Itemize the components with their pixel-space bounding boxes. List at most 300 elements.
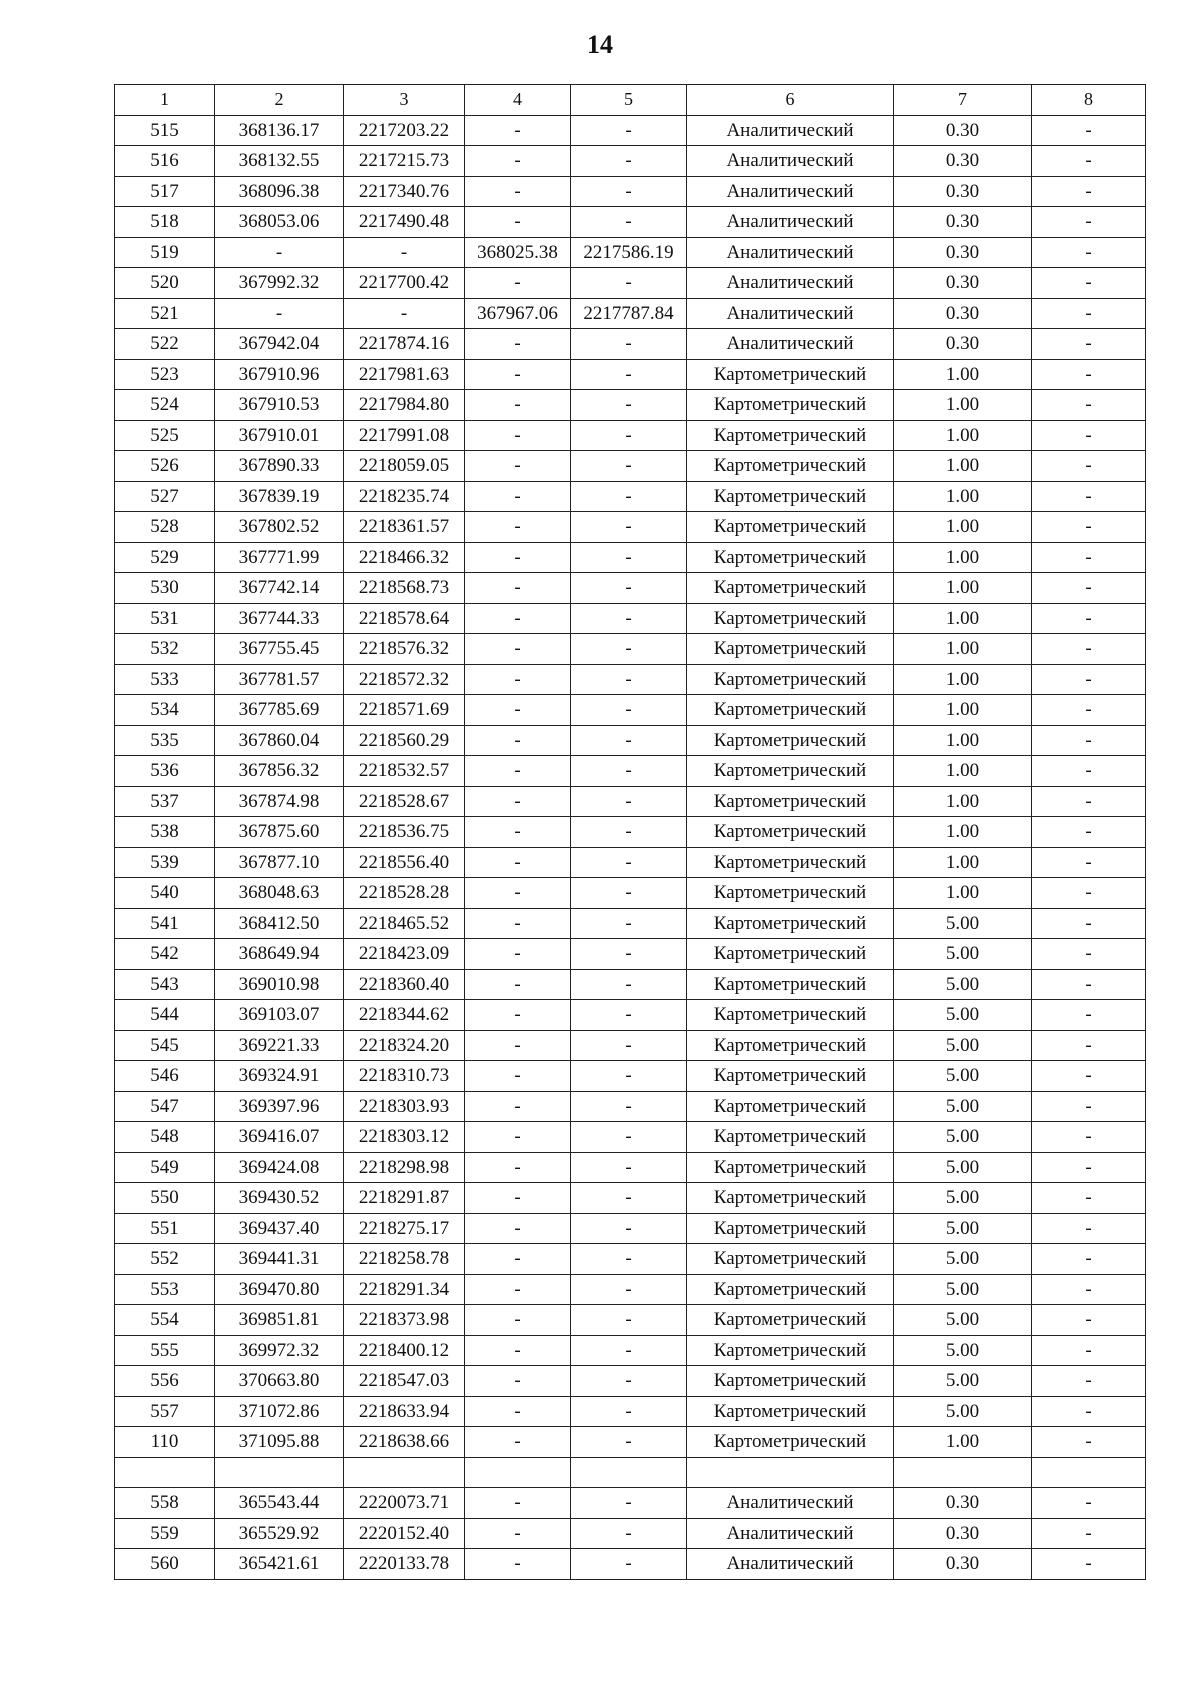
x-coordinate-alt-cell: - [465,573,571,604]
accuracy-cell: 5.00 [894,1152,1032,1183]
x-coordinate-cell: 367785.69 [215,695,344,726]
y-coordinate-cell: 2218373.98 [344,1305,465,1336]
y-coordinate-cell: 2218633.94 [344,1396,465,1427]
method-cell: Картометрический [687,1122,894,1153]
table-row [115,1000,1146,1031]
table-row [115,1152,1146,1183]
accuracy-cell: 0.30 [894,1549,1032,1580]
description-cell: - [1032,390,1146,421]
table-row [115,1549,1146,1580]
table-row [115,573,1146,604]
accuracy-cell: 5.00 [894,1274,1032,1305]
x-coordinate-alt-cell: 367967.06 [465,298,571,329]
y-coordinate-alt-cell: - [571,1488,687,1519]
description-cell: - [1032,115,1146,146]
x-coordinate-alt-cell [465,1457,571,1488]
point-number-cell: 546 [115,1061,215,1092]
y-coordinate-alt-cell: - [571,1122,687,1153]
description-cell: - [1032,1335,1146,1366]
accuracy-cell: 5.00 [894,908,1032,939]
y-coordinate-alt-cell: - [571,573,687,604]
method-cell: Аналитический [687,298,894,329]
x-coordinate-cell: 369470.80 [215,1274,344,1305]
table-row [115,634,1146,665]
x-coordinate-cell: 368649.94 [215,939,344,970]
point-number-cell: 528 [115,512,215,543]
x-coordinate-cell: 367755.45 [215,634,344,665]
table-row [115,1518,1146,1549]
point-number-cell [115,1457,215,1488]
point-number-cell: 530 [115,573,215,604]
description-cell: - [1032,725,1146,756]
table-row [115,1427,1146,1458]
method-cell: Картометрический [687,420,894,451]
point-number-cell: 557 [115,1396,215,1427]
x-coordinate-cell: 367890.33 [215,451,344,482]
y-coordinate-cell: 2218258.78 [344,1244,465,1275]
table-row [115,969,1146,1000]
x-coordinate-alt-cell: - [465,1091,571,1122]
y-coordinate-alt-cell: - [571,329,687,360]
y-coordinate-cell: 2217215.73 [344,146,465,177]
table-row [115,1274,1146,1305]
table-body [115,115,1146,1579]
method-cell: Картометрический [687,1305,894,1336]
x-coordinate-alt-cell: - [465,878,571,909]
accuracy-cell: 1.00 [894,1427,1032,1458]
table-row [115,542,1146,573]
point-number-cell: 523 [115,359,215,390]
accuracy-cell: 1.00 [894,603,1032,634]
x-coordinate-cell: 371072.86 [215,1396,344,1427]
accuracy-cell: 5.00 [894,1061,1032,1092]
table-row [115,664,1146,695]
y-coordinate-alt-cell: - [571,1061,687,1092]
accuracy-cell: 5.00 [894,1122,1032,1153]
description-cell: - [1032,1152,1146,1183]
x-coordinate-cell: 365543.44 [215,1488,344,1519]
x-coordinate-cell: 369221.33 [215,1030,344,1061]
method-cell: Картометрический [687,542,894,573]
method-cell: Картометрический [687,1030,894,1061]
y-coordinate-alt-cell: - [571,1091,687,1122]
accuracy-cell: 5.00 [894,1244,1032,1275]
y-coordinate-alt-cell: - [571,1152,687,1183]
x-coordinate-alt-cell: - [465,1518,571,1549]
accuracy-cell: 1.00 [894,359,1032,390]
y-coordinate-cell: 2218547.03 [344,1366,465,1397]
y-coordinate-cell: 2218298.98 [344,1152,465,1183]
table-row [115,176,1146,207]
table-row [115,1305,1146,1336]
y-coordinate-cell: 2217991.08 [344,420,465,451]
y-coordinate-alt-cell: - [571,756,687,787]
x-coordinate-alt-cell: - [465,542,571,573]
point-number-cell: 559 [115,1518,215,1549]
method-cell: Картометрический [687,878,894,909]
point-number-cell: 535 [115,725,215,756]
page-number: 14 [587,30,613,59]
table-row [115,1396,1146,1427]
y-coordinate-cell: 2220152.40 [344,1518,465,1549]
x-coordinate-cell: 367742.14 [215,573,344,604]
y-coordinate-cell: 2218465.52 [344,908,465,939]
y-coordinate-cell: 2218235.74 [344,481,465,512]
point-number-cell: 558 [115,1488,215,1519]
x-coordinate-alt-cell: - [465,1427,571,1458]
description-cell: - [1032,817,1146,848]
description-cell: - [1032,1000,1146,1031]
point-number-cell: 541 [115,908,215,939]
accuracy-cell: 5.00 [894,1091,1032,1122]
y-coordinate-cell: 2218291.34 [344,1274,465,1305]
description-cell: - [1032,1366,1146,1397]
method-cell: Картометрический [687,390,894,421]
x-coordinate-alt-cell: - [465,1396,571,1427]
table-row [115,847,1146,878]
x-coordinate-cell: 369416.07 [215,1122,344,1153]
method-cell: Аналитический [687,115,894,146]
x-coordinate-alt-cell: - [465,1335,571,1366]
method-cell: Картометрический [687,1244,894,1275]
table-row [115,1091,1146,1122]
accuracy-cell: 1.00 [894,725,1032,756]
description-cell: - [1032,695,1146,726]
x-coordinate-alt-cell: - [465,817,571,848]
accuracy-cell: 1.00 [894,542,1032,573]
column-header-5: 5 [571,85,687,116]
table-row [115,817,1146,848]
accuracy-cell: 0.30 [894,268,1032,299]
y-coordinate-alt-cell: 2217586.19 [571,237,687,268]
method-cell: Картометрический [687,573,894,604]
x-coordinate-cell: 368096.38 [215,176,344,207]
method-cell: Картометрический [687,1061,894,1092]
y-coordinate-alt-cell: - [571,1244,687,1275]
x-coordinate-cell: 368053.06 [215,207,344,238]
method-cell: Аналитический [687,176,894,207]
y-coordinate-cell: 2218528.67 [344,786,465,817]
x-coordinate-cell: 368132.55 [215,146,344,177]
x-coordinate-alt-cell: - [465,1366,571,1397]
y-coordinate-cell: 2218360.40 [344,969,465,1000]
method-cell: Картометрический [687,1366,894,1397]
x-coordinate-cell: 367802.52 [215,512,344,543]
y-coordinate-cell: 2218275.17 [344,1213,465,1244]
x-coordinate-alt-cell: - [465,939,571,970]
point-number-cell: 553 [115,1274,215,1305]
method-cell: Картометрический [687,1396,894,1427]
y-coordinate-cell: 2218572.32 [344,664,465,695]
description-cell: - [1032,1183,1146,1214]
y-coordinate-cell: 2217874.16 [344,329,465,360]
accuracy-cell: 1.00 [894,756,1032,787]
table-row [115,878,1146,909]
accuracy-cell: 0.30 [894,329,1032,360]
y-coordinate-cell: 2218560.29 [344,725,465,756]
table-row [115,1030,1146,1061]
x-coordinate-cell: 370663.80 [215,1366,344,1397]
x-coordinate-cell: 367771.99 [215,542,344,573]
y-coordinate-alt-cell: - [571,359,687,390]
description-cell: - [1032,939,1146,970]
point-number-cell: 525 [115,420,215,451]
y-coordinate-cell: 2218303.12 [344,1122,465,1153]
method-cell: Картометрический [687,786,894,817]
y-coordinate-alt-cell: - [571,1335,687,1366]
accuracy-cell: 5.00 [894,1183,1032,1214]
y-coordinate-cell: 2220073.71 [344,1488,465,1519]
y-coordinate-cell: 2217981.63 [344,359,465,390]
point-number-cell: 545 [115,1030,215,1061]
point-number-cell: 552 [115,1244,215,1275]
accuracy-cell: 1.00 [894,420,1032,451]
x-coordinate-alt-cell: - [465,329,571,360]
coordinates-table [114,84,1146,1580]
description-cell: - [1032,1091,1146,1122]
y-coordinate-alt-cell: - [571,695,687,726]
method-cell: Картометрический [687,908,894,939]
table-row [115,786,1146,817]
point-number-cell: 555 [115,1335,215,1366]
y-coordinate-alt-cell: - [571,481,687,512]
description-cell: - [1032,237,1146,268]
description-cell: - [1032,603,1146,634]
x-coordinate-cell: - [215,237,344,268]
description-cell: - [1032,1061,1146,1092]
accuracy-cell: 1.00 [894,817,1032,848]
point-number-cell: 540 [115,878,215,909]
accuracy-cell: 0.30 [894,115,1032,146]
description-cell: - [1032,847,1146,878]
y-coordinate-cell: 2217490.48 [344,207,465,238]
description-cell: - [1032,664,1146,695]
y-coordinate-alt-cell: - [571,146,687,177]
accuracy-cell: 1.00 [894,390,1032,421]
method-cell: Картометрический [687,1183,894,1214]
description-cell: - [1032,634,1146,665]
y-coordinate-cell: 2218638.66 [344,1427,465,1458]
x-coordinate-alt-cell: - [465,146,571,177]
x-coordinate-cell: 369430.52 [215,1183,344,1214]
description-cell: - [1032,146,1146,177]
table-row [115,268,1146,299]
point-number-cell: 529 [115,542,215,573]
table-row [115,1213,1146,1244]
description-cell: - [1032,481,1146,512]
y-coordinate-alt-cell: - [571,603,687,634]
y-coordinate-cell: 2218344.62 [344,1000,465,1031]
x-coordinate-cell: 369851.81 [215,1305,344,1336]
description-cell: - [1032,268,1146,299]
method-cell: Картометрический [687,756,894,787]
description-cell: - [1032,1518,1146,1549]
table-row [115,908,1146,939]
y-coordinate-alt-cell [571,1457,687,1488]
x-coordinate-alt-cell: - [465,207,571,238]
x-coordinate-cell: 367856.32 [215,756,344,787]
x-coordinate-alt-cell: - [465,664,571,695]
table-row [115,298,1146,329]
x-coordinate-cell: 369441.31 [215,1244,344,1275]
x-coordinate-cell: 367744.33 [215,603,344,634]
method-cell: Картометрический [687,664,894,695]
accuracy-cell: 0.30 [894,237,1032,268]
table-row [115,1488,1146,1519]
y-coordinate-cell: 2218303.93 [344,1091,465,1122]
y-coordinate-alt-cell: - [571,817,687,848]
method-cell: Картометрический [687,512,894,543]
method-cell: Картометрический [687,481,894,512]
description-cell: - [1032,969,1146,1000]
method-cell: Картометрический [687,969,894,1000]
point-number-cell: 550 [115,1183,215,1214]
header-row [115,85,1146,116]
y-coordinate-cell: 2218310.73 [344,1061,465,1092]
x-coordinate-alt-cell: - [465,908,571,939]
accuracy-cell: 5.00 [894,1335,1032,1366]
y-coordinate-cell: 2217984.80 [344,390,465,421]
y-coordinate-alt-cell: - [571,939,687,970]
accuracy-cell: 5.00 [894,939,1032,970]
method-cell: Картометрический [687,1335,894,1366]
x-coordinate-alt-cell: - [465,1549,571,1580]
accuracy-cell: 0.30 [894,146,1032,177]
description-cell: - [1032,207,1146,238]
x-coordinate-alt-cell: - [465,603,571,634]
description-cell: - [1032,573,1146,604]
y-coordinate-alt-cell: - [571,1274,687,1305]
y-coordinate-cell: 2218423.09 [344,939,465,970]
x-coordinate-alt-cell: - [465,512,571,543]
accuracy-cell: 5.00 [894,1000,1032,1031]
y-coordinate-cell: 2218571.69 [344,695,465,726]
method-cell [687,1457,894,1488]
accuracy-cell: 5.00 [894,1030,1032,1061]
column-header-1: 1 [115,85,215,116]
x-coordinate-alt-cell: - [465,390,571,421]
table-row [115,420,1146,451]
x-coordinate-alt-cell: - [465,725,571,756]
point-number-cell: 547 [115,1091,215,1122]
accuracy-cell: 1.00 [894,451,1032,482]
y-coordinate-alt-cell: - [571,1183,687,1214]
table-row [115,1061,1146,1092]
y-coordinate-cell: 2218324.20 [344,1030,465,1061]
method-cell: Картометрический [687,1274,894,1305]
point-number-cell: 110 [115,1427,215,1458]
description-cell: - [1032,878,1146,909]
x-coordinate-cell: 368048.63 [215,878,344,909]
y-coordinate-alt-cell: - [571,268,687,299]
accuracy-cell: 1.00 [894,481,1032,512]
accuracy-cell: 5.00 [894,1213,1032,1244]
x-coordinate-cell: 367910.01 [215,420,344,451]
accuracy-cell: 5.00 [894,1305,1032,1336]
y-coordinate-alt-cell: - [571,390,687,421]
point-number-cell: 517 [115,176,215,207]
y-coordinate-alt-cell: - [571,115,687,146]
x-coordinate-cell: 369010.98 [215,969,344,1000]
description-cell: - [1032,176,1146,207]
y-coordinate-alt-cell: - [571,1030,687,1061]
accuracy-cell: 0.30 [894,298,1032,329]
method-cell: Аналитический [687,207,894,238]
description-cell [1032,1457,1146,1488]
point-number-cell: 516 [115,146,215,177]
x-coordinate-alt-cell: - [465,1488,571,1519]
description-cell: - [1032,786,1146,817]
description-cell: - [1032,1305,1146,1336]
point-number-cell: 533 [115,664,215,695]
x-coordinate-alt-cell: - [465,1030,571,1061]
y-coordinate-cell: 2218556.40 [344,847,465,878]
table-row [115,725,1146,756]
accuracy-cell: 0.30 [894,1518,1032,1549]
table-row [115,603,1146,634]
method-cell: Аналитический [687,1518,894,1549]
description-cell: - [1032,1549,1146,1580]
point-number-cell: 544 [115,1000,215,1031]
method-cell: Картометрический [687,1213,894,1244]
y-coordinate-cell: 2218576.32 [344,634,465,665]
description-cell: - [1032,329,1146,360]
method-cell: Аналитический [687,329,894,360]
x-coordinate-alt-cell: - [465,695,571,726]
x-coordinate-alt-cell: - [465,1305,571,1336]
accuracy-cell: 1.00 [894,664,1032,695]
x-coordinate-cell [215,1457,344,1488]
accuracy-cell [894,1457,1032,1488]
x-coordinate-alt-cell: - [465,1183,571,1214]
table-row [115,481,1146,512]
table-row [115,1244,1146,1275]
method-cell: Картометрический [687,847,894,878]
column-header-2: 2 [215,85,344,116]
description-cell: - [1032,298,1146,329]
y-coordinate-cell: 2218532.57 [344,756,465,787]
y-coordinate-alt-cell: - [571,1366,687,1397]
description-cell: - [1032,908,1146,939]
table-row [115,1335,1146,1366]
x-coordinate-alt-cell: - [465,1152,571,1183]
point-number-cell: 543 [115,969,215,1000]
point-number-cell: 532 [115,634,215,665]
method-cell: Картометрический [687,725,894,756]
x-coordinate-cell: 367781.57 [215,664,344,695]
table-row [115,329,1146,360]
x-coordinate-alt-cell: - [465,969,571,1000]
x-coordinate-alt-cell: - [465,1122,571,1153]
accuracy-cell: 1.00 [894,573,1032,604]
table-header [115,85,1146,116]
point-number-cell: 538 [115,817,215,848]
point-number-cell: 537 [115,786,215,817]
column-header-7: 7 [894,85,1032,116]
x-coordinate-alt-cell: - [465,359,571,390]
column-header-4: 4 [465,85,571,116]
description-cell: - [1032,420,1146,451]
point-number-cell: 522 [115,329,215,360]
x-coordinate-cell: 365421.61 [215,1549,344,1580]
x-coordinate-alt-cell: - [465,1061,571,1092]
x-coordinate-alt-cell: - [465,634,571,665]
x-coordinate-cell: 367942.04 [215,329,344,360]
y-coordinate-alt-cell: - [571,1427,687,1458]
x-coordinate-alt-cell: - [465,268,571,299]
point-number-cell: 524 [115,390,215,421]
method-cell: Картометрический [687,1000,894,1031]
